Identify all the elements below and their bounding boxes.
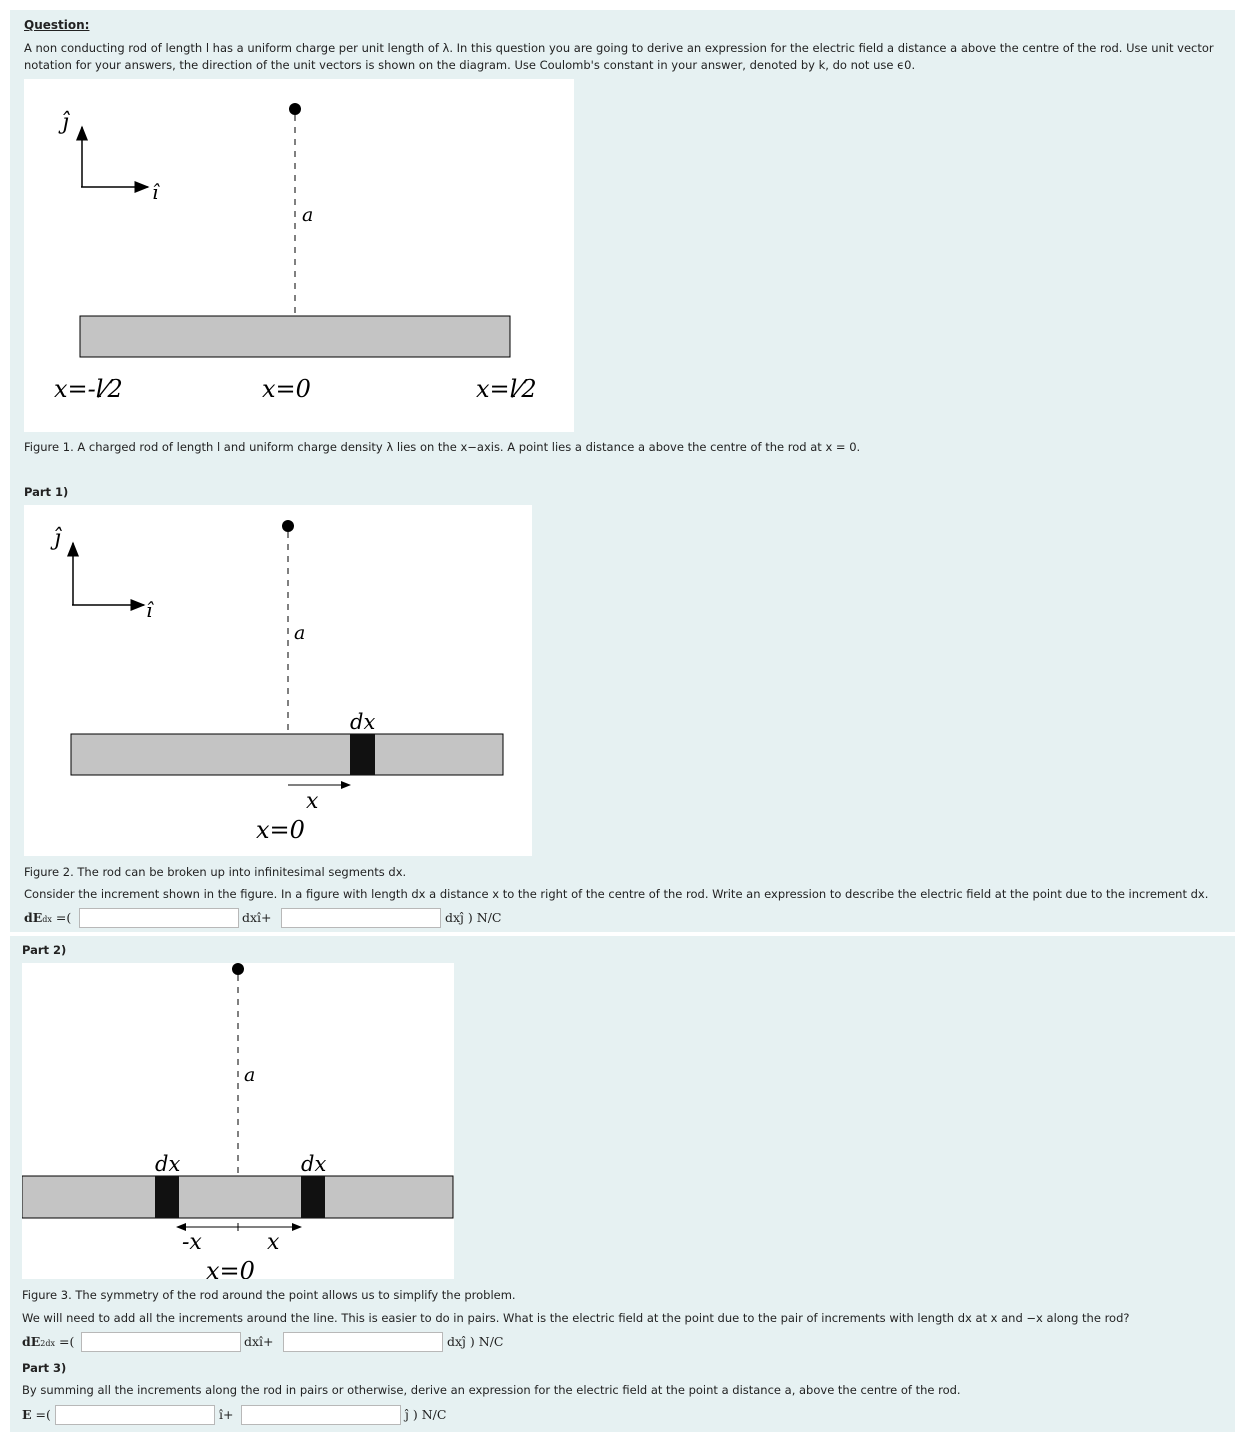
figure-3 [22,963,454,1279]
unit-vector-axes [58,110,160,204]
lhs-sub: dx [42,915,52,924]
field-point [232,963,244,975]
lhs-main: dE [24,910,43,925]
part-3-mid-label: î+ [219,1407,234,1422]
part-1-j-component-input[interactable] [281,908,441,928]
part-3-j-component-input[interactable] [241,1405,401,1425]
part-2-lhs [22,1332,74,1354]
lhs-main: dE [22,1334,41,1349]
j-hat-label: ĵ [54,526,61,551]
unit-vector-axes [50,526,154,622]
x-center-label: x=0 [206,1257,255,1279]
part-2-j-component-input[interactable] [283,1332,443,1352]
part-3-lhs [22,1405,51,1425]
figure-3-caption: Figure 3. The symmetry of the rod around the point allows us to simplify the problem. [22,1288,516,1302]
pos-x-label: x [267,1230,280,1255]
figure-2-diagram [24,505,532,856]
neg-x-label: -x [182,1230,202,1255]
question-text: A non conducting rod of length l has a uniform charge per unit length of λ. In this question you are going to derive an expression for the electric field a distance a above the centre of the rod. Use unit vector notation for your answers, the direction of the unit vectors is shown on the diagram. Use Coulomb's constant in your answer, denoted by k, do not use ϵ0. [24,41,1214,72]
rod-segment-left [155,1176,179,1218]
question-title: Question: [24,18,90,32]
part-2-mid-label: dxî+ [244,1334,274,1349]
charged-rod [71,734,503,775]
i-hat-label: î [146,598,153,622]
figure-1-diagram [24,79,574,432]
dx-right-label: dx [301,1152,327,1176]
part-2-end-label: dxĵ ) N/C [447,1334,504,1349]
figure-2-caption: Figure 2. The rod can be broken up into infinitesimal segments dx. [24,865,407,879]
figure-2 [24,505,532,856]
x-left-label: x=-l⁄2 [54,375,123,403]
a-label: a [294,622,306,644]
part-2-i-component-input[interactable] [81,1332,241,1352]
open-paren: =( [59,1334,75,1349]
part-2-prompt: We will need to add all the increments around the line. This is easier to do in pairs. What is the electric field at the point due to the pair of increments with length dx at x and −x along the rod? [22,1311,1130,1325]
lhs-main: E [22,1407,32,1422]
field-point [289,103,301,115]
dx-left-label: dx [155,1152,181,1176]
x-right-label: x=l⁄2 [476,375,537,403]
rod-segment-right [301,1176,325,1218]
part-3-end-label: ĵ ) N/C [405,1407,447,1422]
part-3-i-component-input[interactable] [55,1405,215,1425]
j-hat-label: ĵ [62,110,69,135]
charged-rod [22,1176,453,1218]
part-1-mid-label: dxî+ [242,910,272,925]
field-point [282,520,294,532]
part-3-heading: Part 3) [22,1361,67,1375]
a-label: a [302,204,314,226]
part-3-prompt: By summing all the increments along the rod in pairs or otherwise, derive an expression for the electric field at the point a distance a, above the centre of the rod. [22,1383,961,1397]
part-1-end-label: dxĵ ) N/C [445,910,502,925]
open-paren: =( [35,1407,51,1422]
charged-rod [80,316,510,357]
part-1-i-component-input[interactable] [79,908,239,928]
rod-segment-dx [350,734,375,775]
a-label: a [244,1064,256,1086]
part-1-heading: Part 1) [24,485,69,499]
figure-1 [24,79,574,432]
dx-label: dx [350,710,376,734]
x-center-label: x=0 [256,816,305,844]
x-arrow-label: x [306,789,319,814]
lhs-sub: 2dx [40,1339,56,1348]
figure-1-caption: Figure 1. A charged rod of length l and uniform charge density λ lies on the x−axis. A point lies a distance a above the centre of the rod at x = 0. [24,440,861,454]
part-2-heading: Part 2) [22,943,67,957]
open-paren: =( [55,910,72,925]
figure-3-diagram [22,963,454,1279]
i-hat-label: î [152,180,159,204]
part-1-lhs [24,908,71,930]
x-center-label: x=0 [262,375,311,403]
part-1-prompt: Consider the increment shown in the figure. In a figure with length dx a distance x to the right of the centre of the rod. Write an expression to describe the electric field at the point due to the increment dx. [24,887,1209,901]
